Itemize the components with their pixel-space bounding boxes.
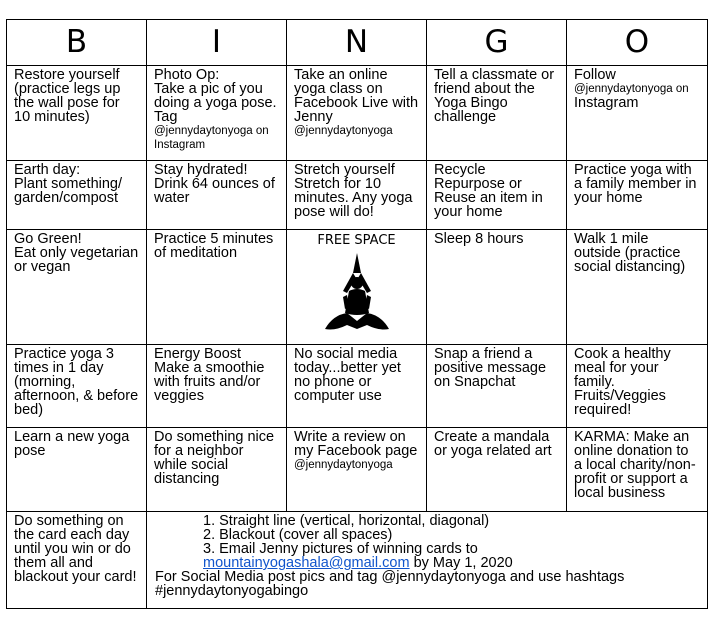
cell-text-line: Go Green! [14, 231, 82, 247]
header-letter-g: G [484, 24, 509, 60]
bingo-cell [7, 428, 147, 512]
instructions-line: until you win or do [14, 541, 131, 557]
cell-text-line: times in 1 day [14, 360, 104, 376]
bingo-row [7, 161, 708, 230]
cell-text-line: local business [574, 485, 666, 501]
bingo-cell [427, 66, 567, 161]
cell-text-line: family. [574, 374, 615, 390]
bingo-cell [567, 230, 708, 345]
header-letter-n: N [344, 24, 369, 60]
cell-text-line: Create a mandala [434, 429, 550, 445]
cell-text-line: my Facebook page [294, 443, 418, 459]
cell-text-line: Reuse an item in [434, 190, 543, 206]
cell-text-line: Photo Op: [154, 67, 220, 83]
cell-text-line: required! [574, 402, 632, 418]
header-cell [567, 20, 708, 66]
header-cell [7, 20, 147, 66]
rule-blackout: 2. Blackout (cover all spaces) [203, 527, 393, 543]
cell-text-line: Repurpose or [434, 176, 522, 192]
cell-text-line: Practice yoga 3 [14, 346, 114, 362]
instructions-line: the card each day [14, 527, 130, 543]
social-media-line: For Social Media post pics and tag @jennydaytonyoga and use hashtags [155, 569, 625, 585]
cell-text-line: KARMA: Make an [574, 429, 690, 445]
cell-text-line: on Snapchat [434, 374, 516, 390]
cell-text-line: minutes. Any yoga [294, 190, 413, 206]
instructions-line: blackout your card! [14, 569, 137, 585]
cell-text-line: Plant something/ [14, 176, 123, 192]
cell-text-line: Sleep 8 hours [434, 231, 524, 247]
cell-text-line: bed) [14, 402, 44, 418]
cell-text-line: veggies [154, 388, 204, 404]
bingo-cell [287, 345, 427, 428]
cell-text-line: Fruits/Veggies [574, 388, 666, 404]
bingo-row [7, 428, 708, 512]
bingo-cell [567, 66, 708, 161]
bingo-cell [427, 230, 567, 345]
cell-text-line: Energy Boost [154, 346, 242, 362]
bingo-cell [427, 345, 567, 428]
bingo-row [7, 66, 708, 161]
meditation-pose-silhouette-icon [294, 251, 419, 335]
rule-straight-line: 1. Straight line (vertical, horizontal, diagonal) [203, 513, 490, 529]
cell-text-line: (practice legs up [14, 81, 121, 97]
cell-text-line: Restore yourself [14, 67, 120, 83]
header-letter-i: I [211, 24, 222, 60]
cell-text-line: Facebook Live with [294, 95, 419, 111]
cell-text-line: social distancing) [574, 259, 686, 275]
bingo-cell [567, 345, 708, 428]
cell-text-line: friend about the [434, 81, 535, 97]
cell-text-line: no phone or [294, 374, 372, 390]
instructions-line: Do something on [14, 513, 124, 529]
cell-text-line: while social [154, 457, 229, 473]
cell-text-line: pose will do! [294, 204, 374, 220]
cell-text-line: Write a review on [294, 429, 406, 445]
header-cell [427, 20, 567, 66]
cell-text-line: your home [574, 190, 643, 206]
bingo-cell [427, 428, 567, 512]
bingo-cell [287, 161, 427, 230]
cell-text-line: Follow [574, 67, 616, 83]
free-space-cell [287, 230, 427, 345]
cell-text-line: Practice yoga with [574, 162, 692, 178]
bingo-cell [287, 428, 427, 512]
cell-text-line: Snap a friend a [434, 346, 533, 362]
cell-text-line: for a neighbor [154, 443, 244, 459]
cell-text-line: outside (practice [574, 245, 681, 261]
bingo-cell [147, 345, 287, 428]
deadline-text: by May 1, 2020 [409, 555, 513, 571]
cell-text-line: yoga class on [294, 81, 383, 97]
cell-text-line: Take an online [294, 67, 388, 83]
bingo-cell [427, 161, 567, 230]
cell-text-line: Instagram [574, 95, 639, 111]
bingo-cell [147, 161, 287, 230]
header-cell [287, 20, 427, 66]
instructions-cell [7, 512, 147, 609]
cell-text-line: online donation to [574, 443, 689, 459]
cell-text-line: meal for your [574, 360, 659, 376]
cell-text-line: profit or support a [574, 471, 688, 487]
cell-text-line: a local charity/non- [574, 457, 696, 473]
cell-handle-line: Instagram [154, 139, 206, 151]
cell-text-line: computer use [294, 388, 382, 404]
cell-text-line: your home [434, 204, 503, 220]
header-cell [147, 20, 287, 66]
cell-handle-line: @jennydaytonyoga [294, 459, 393, 471]
cell-text-line: pose [14, 443, 46, 459]
hashtag-line: #jennydaytonyogabingo [155, 583, 309, 599]
cell-text-line: Stretch for 10 [294, 176, 382, 192]
header-letter-b: B [65, 24, 88, 60]
cell-text-line: Earth day: [14, 162, 81, 178]
cell-text-line: Take a pic of you [154, 81, 263, 97]
cell-text-line: No social media [294, 346, 398, 362]
cell-text-line: Drink 64 ounces of [154, 176, 275, 192]
cell-text-line: afternoon, & before [14, 388, 139, 404]
cell-text-line: Cook a healthy [574, 346, 671, 362]
cell-text-line: Stay hydrated! [154, 162, 248, 178]
cell-text-line: Make a smoothie [154, 360, 265, 376]
bingo-cell [147, 66, 287, 161]
cell-text-line: today...better yet [294, 360, 401, 376]
bingo-cell [287, 66, 427, 161]
footer-row [7, 512, 708, 609]
header-row [7, 20, 708, 66]
bingo-cell [567, 428, 708, 512]
cell-text-line: a family member in [574, 176, 697, 192]
bingo-cell [147, 230, 287, 345]
cell-text-line: Walk 1 mile [574, 231, 649, 247]
free-space-label: FREE SPACE [317, 233, 396, 248]
cell-text-line: Practice 5 minutes [154, 231, 274, 247]
cell-text-line: doing a yoga pose. [154, 95, 277, 111]
cell-text-line: Jenny [294, 109, 333, 125]
cell-text-line: Eat only vegetarian [14, 245, 139, 261]
cell-text-line: Do something nice [154, 429, 275, 445]
cell-text-line: Yoga Bingo [434, 95, 508, 111]
cell-handle-line: @jennydaytonyoga on [574, 83, 689, 95]
bingo-row [7, 230, 708, 345]
cell-text-line: positive message [434, 360, 547, 376]
cell-text-line: Learn a new yoga [14, 429, 130, 445]
bingo-cell [7, 230, 147, 345]
cell-handle-line: @jennydaytonyoga on [154, 125, 269, 137]
cell-text-line: with fruits and/or [154, 374, 261, 390]
cell-text-line: Tell a classmate or [434, 67, 555, 83]
cell-text-line: of meditation [154, 245, 238, 261]
email-deadline-line [203, 556, 700, 570]
cell-text-line: distancing [154, 471, 220, 487]
email-link[interactable]: mountainyogashala@gmail.com [203, 555, 410, 571]
bingo-cell [567, 161, 708, 230]
cell-text-line: the wall pose for [14, 95, 120, 111]
rules-cell [147, 512, 708, 609]
bingo-cell [7, 66, 147, 161]
bingo-row [7, 345, 708, 428]
header-letter-o: O [624, 24, 650, 60]
cell-text-line: Stretch yourself [294, 162, 395, 178]
cell-handle-line: @jennydaytonyoga [294, 125, 393, 137]
bingo-cell [7, 345, 147, 428]
rule-email: 3. Email Jenny pictures of winning cards to [203, 541, 478, 557]
cell-text-line: or yoga related art [434, 443, 552, 459]
cell-text-line: Recycle [434, 162, 486, 178]
cell-text-line: (morning, [14, 374, 76, 390]
cell-text-line: challenge [434, 109, 497, 125]
cell-text-line: or vegan [14, 259, 71, 275]
bingo-cell [147, 428, 287, 512]
instructions-line: them all and [14, 555, 93, 571]
cell-text-line: 10 minutes) [14, 109, 90, 125]
cell-text-line: water [154, 190, 190, 206]
cell-text-line: Tag [154, 109, 178, 125]
cell-text-line: garden/compost [14, 190, 118, 206]
bingo-card [6, 19, 708, 609]
bingo-cell [7, 161, 147, 230]
